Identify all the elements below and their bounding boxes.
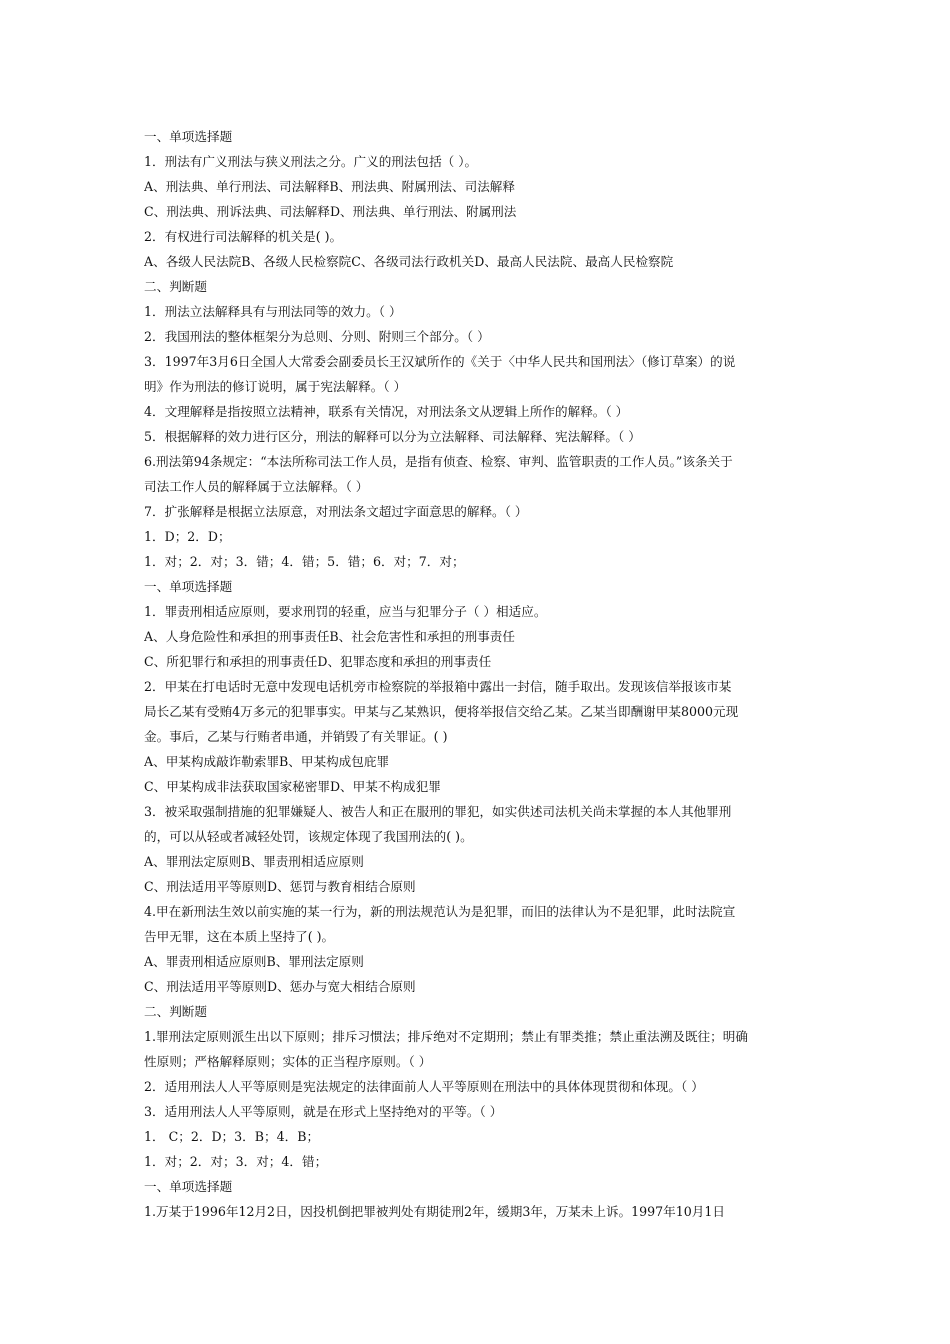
question-text-continued: 金。事后，乙某与行贿者串通，并销毁了有关罪证。( ) [144,729,448,744]
section-heading: 一、单项选择题 [144,579,233,594]
answer-options: C、刑法适用平等原则D、惩办与宽大相结合原则 [144,979,416,994]
question-text: 5．根据解释的效力进行区分，刑法的解释可以分为立法解释、司法解释、宪法解释。（ ） [144,429,641,444]
section-heading: 二、判断题 [144,279,207,294]
answer-key: 1．对；2．对；3．错；4．错；5．错；6．对；7．对； [144,554,465,569]
answer-key: 1．对；2．对；3．对；4．错； [144,1154,328,1169]
question-text: 3．1997年3月6日全国人大常委会副委员长王汉斌所作的《关于〈中华人民共和国刑法〉（修订草案）的说 [144,354,736,369]
section-heading: 一、单项选择题 [144,1179,233,1194]
question-text: 2．适用刑法人人平等原则是宪法规定的法律面前人人平等原则在刑法中的具体体现贯彻和体现。（ ） [144,1079,704,1094]
answer-options: A、罪责刑相适应原则B、罪刑法定原则 [144,954,364,969]
question-text-continued: 局长乙某有受贿4万多元的犯罪事实。甲某与乙某熟识，便将举报信交给乙某。乙某当即酬谢甲某8000元现 [144,704,739,719]
section-heading: 一、单项选择题 [144,129,233,144]
question-text: 2．有权进行司法解释的机关是( )。 [144,229,343,244]
question-text: 4.甲在新刑法生效以前实施的某一行为，新的刑法规范认为是犯罪，而旧的法律认为不是犯罪，此时法院宣 [144,904,736,919]
document-page [144,124,810,1224]
question-text-continued: 明》作为刑法的修订说明，属于宪法解释。（ ） [144,379,407,394]
question-text: 1．刑法有广义刑法与狭义刑法之分。广义的刑法包括（ ）。 [144,154,478,169]
question-text: 2．我国刑法的整体框架分为总则、分则、附则三个部分。（ ） [144,329,490,344]
answer-options: C、刑法适用平等原则D、惩罚与教育相结合原则 [144,879,416,894]
answer-options: A、甲某构成敲诈勒索罪B、甲某构成包庇罪 [144,754,390,769]
question-text-continued: 司法工作人员的解释属于立法解释。（ ） [144,479,369,494]
question-text: 3．被采取强制措施的犯罪嫌疑人、被告人和正在服刑的罪犯，如实供述司法机关尚未掌握的本人其他罪刑 [144,804,732,819]
section-heading: 二、判断题 [144,1004,207,1019]
question-text: 7．扩张解释是根据立法原意，对刑法条文超过字面意思的解释。（ ） [144,504,528,519]
question-text-continued: 的，可以从轻或者减轻处罚，该规定体现了我国刑法的( )。 [144,829,473,844]
answer-key: 1．D；2．D； [144,529,231,544]
question-text: 6.刑法第94条规定：“本法所称司法工作人员，是指有侦查、检察、审判、监管职责的工作人员。”该条关于 [144,454,733,469]
question-text-continued: 告甲无罪，这在本质上坚持了( )。 [144,929,335,944]
question-text: 3．适用刑法人人平等原则，就是在形式上坚持绝对的平等。（ ） [144,1104,503,1119]
answer-options: C、所犯罪行和承担的刑事责任D、犯罪态度和承担的刑事责任 [144,654,492,669]
answer-options: A、刑法典、单行刑法、司法解释B、刑法典、附属刑法、司法解释 [144,179,515,194]
answer-options: A、各级人民法院B、各级人民检察院C、各级司法行政机关D、最高人民法院、最高人民检察院 [144,254,674,269]
answer-options: A、人身危险性和承担的刑事责任B、社会危害性和承担的刑事责任 [144,629,515,644]
question-text: 1.罪刑法定原则派生出以下原则；排斥习惯法；排斥绝对不定期刑；禁止有罪类推；禁止重法溯及既往；明确 [144,1029,748,1044]
question-text: 1．刑法立法解释具有与刑法同等的效力。（ ） [144,304,402,319]
answer-key: 1． C；2．D；3．B；4．B； [144,1129,320,1144]
question-text: 1．罪责刑相适应原则，要求刑罚的轻重，应当与犯罪分子（ ）相适应。 [144,604,547,619]
answer-options: A、罪刑法定原则B、罪责刑相适应原则 [144,854,364,869]
question-text: 4．文理解释是指按照立法精神，联系有关情况，对刑法条文从逻辑上所作的解释。（ ） [144,404,629,419]
answer-options: C、刑法典、刑诉法典、司法解释D、刑法典、单行刑法、附属刑法 [144,204,517,219]
question-text: 2．甲某在打电话时无意中发现电话机旁市检察院的举报箱中露出一封信，随手取出。发现该信举报该市某 [144,679,732,694]
question-text-continued: 性原则；严格解释原则；实体的正当程序原则。（ ） [144,1054,432,1069]
answer-options: C、甲某构成非法获取国家秘密罪D、甲某不构成犯罪 [144,779,441,794]
question-text: 1.万某于1996年12月2日，因投机倒把罪被判处有期徒刑2年，缓期3年，万某未上诉。1997年10月1日 [144,1204,725,1219]
